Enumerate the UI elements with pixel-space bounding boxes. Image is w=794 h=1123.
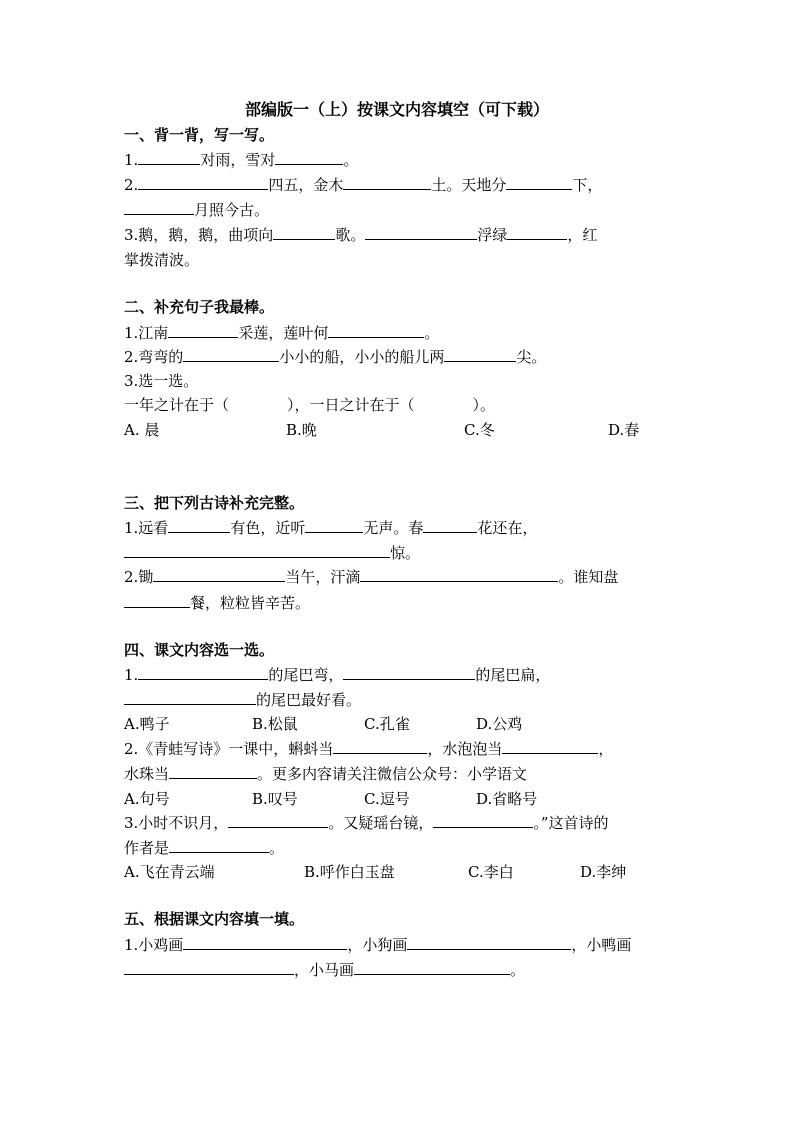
s2-question-3: 3.选一选。 <box>124 372 199 390</box>
s3-question-2-cont <box>124 592 310 614</box>
section-2-heading: 二、补充句子我最棒。 <box>124 298 275 316</box>
option-d[interactable]: D.省略号 <box>476 790 538 808</box>
answer-blank[interactable] <box>124 199 194 215</box>
option-d[interactable]: D.春 <box>608 421 640 439</box>
s5-question-1-cont <box>124 959 525 981</box>
option-c[interactable]: C.李白 <box>468 863 514 881</box>
text: 1.远看 <box>124 519 169 537</box>
answer-blank[interactable] <box>138 664 268 680</box>
text: 花还在， <box>477 519 538 537</box>
text: 采莲，莲叶何 <box>238 324 329 342</box>
section-1-heading: 一、背一背，写一写。 <box>124 126 275 144</box>
option-a[interactable]: A.鸭子 <box>124 715 170 733</box>
text: 1. <box>124 151 139 169</box>
option-c[interactable]: C.孔雀 <box>364 715 410 733</box>
answer-blank[interactable] <box>169 837 269 853</box>
text: 小小的船，小小的船儿两 <box>279 348 445 366</box>
text: ，水泡泡当 <box>427 740 503 758</box>
answer-blank[interactable] <box>273 224 335 240</box>
section-4-heading: 四、课文内容选一选。 <box>124 641 275 659</box>
text: 。 <box>424 324 440 342</box>
s1-question-2 <box>124 174 602 196</box>
text: 四五，金木 <box>268 176 344 194</box>
answer-blank[interactable] <box>506 174 572 190</box>
text: 对雨，雪对 <box>200 151 276 169</box>
answer-blank[interactable] <box>124 689 256 705</box>
answer-blank[interactable] <box>169 763 257 779</box>
text: 。 <box>343 151 359 169</box>
answer-blank[interactable] <box>183 346 279 362</box>
answer-blank[interactable] <box>423 517 477 533</box>
s2-question-2 <box>124 346 546 368</box>
text: 1. <box>124 666 139 684</box>
answer-blank[interactable] <box>305 517 363 533</box>
s1-question-2-cont <box>124 199 269 221</box>
text: 浮绿 <box>477 226 508 244</box>
s4-question-1-cont <box>124 689 361 711</box>
text: 2. <box>124 176 139 194</box>
s4-q3-options <box>124 861 684 883</box>
s4-question-3-cont <box>124 837 284 859</box>
option-a[interactable]: A.句号 <box>124 790 170 808</box>
section-5-heading: 五、根据课文内容填一填。 <box>124 910 305 928</box>
s4-question-2-cont <box>124 763 527 785</box>
option-c[interactable]: C.冬 <box>464 421 495 439</box>
text: 月照今古。 <box>194 201 270 219</box>
answer-blank[interactable] <box>153 566 285 582</box>
answer-blank[interactable] <box>433 812 533 828</box>
text: 作者是 <box>124 839 170 857</box>
text: 2.弯弯的 <box>124 348 184 366</box>
s3-question-1-cont <box>124 542 420 564</box>
s2-question-1 <box>124 322 439 344</box>
text: ，小狗画 <box>347 936 408 954</box>
s5-question-1 <box>124 934 631 956</box>
text: 下， <box>572 176 603 194</box>
text: 的尾巴最好看。 <box>256 691 362 709</box>
text: 尖。 <box>516 348 547 366</box>
text: ， <box>598 740 614 758</box>
s3-question-1 <box>124 517 537 539</box>
text: 。谁知盘 <box>558 568 619 586</box>
option-d[interactable]: D.公鸡 <box>476 715 523 733</box>
answer-blank[interactable] <box>138 174 268 190</box>
s1-question-3 <box>124 224 597 246</box>
answer-blank[interactable] <box>360 566 558 582</box>
answer-blank[interactable] <box>168 517 230 533</box>
answer-blank[interactable] <box>444 346 516 362</box>
answer-blank[interactable] <box>183 934 347 950</box>
answer-blank[interactable] <box>507 224 567 240</box>
answer-blank[interactable] <box>275 149 343 165</box>
page-title: 部编版一（上）按课文内容填空（可下载） <box>244 100 549 119</box>
text: 有色，近听 <box>230 519 306 537</box>
s4-q1-options <box>124 713 664 735</box>
text: 1.江南 <box>124 324 169 342</box>
answer-blank[interactable] <box>365 224 477 240</box>
answer-blank[interactable] <box>228 812 328 828</box>
text: ）。 <box>472 396 496 414</box>
text: 。 <box>269 839 285 857</box>
answer-blank[interactable] <box>168 322 238 338</box>
answer-blank[interactable] <box>124 959 294 975</box>
answer-blank[interactable] <box>343 664 475 680</box>
text: ，红 <box>567 226 598 244</box>
answer-blank[interactable] <box>343 174 431 190</box>
s1-question-3-cont: 掌拨清波。 <box>124 251 200 269</box>
answer-blank[interactable] <box>354 959 510 975</box>
text: 3.小时不识月， <box>124 814 229 832</box>
text: 2.锄 <box>124 568 154 586</box>
text: 2.《青蛙写诗》一课中，蝌蚪当 <box>124 740 334 758</box>
answer-blank[interactable] <box>138 149 200 165</box>
s1-question-1 <box>124 149 358 171</box>
text: 。 <box>510 961 526 979</box>
text: ），一日之计在于（ <box>287 396 415 414</box>
answer-blank[interactable] <box>333 738 427 754</box>
section-3-heading: 三、把下列古诗补充完整。 <box>124 494 305 512</box>
answer-blank[interactable] <box>124 542 390 558</box>
text: 一年之计在于（ <box>124 396 230 414</box>
text: 歌。 <box>335 226 366 244</box>
text: 土。天地分 <box>431 176 507 194</box>
text: 无声。春 <box>363 519 424 537</box>
option-b[interactable]: B.呼作白玉盘 <box>304 863 395 881</box>
option-b[interactable]: B.叹号 <box>252 790 298 808</box>
s4-question-3 <box>124 812 609 834</box>
option-b[interactable]: B.松鼠 <box>252 715 298 733</box>
answer-blank[interactable] <box>124 592 190 608</box>
s2-question-3-prompt <box>124 394 495 416</box>
text: 惊。 <box>390 544 421 562</box>
option-a[interactable]: A.飞在青云端 <box>124 863 215 881</box>
s4-q2-options <box>124 788 664 810</box>
option-b[interactable]: B.晚 <box>286 421 317 439</box>
text: 1.小鸡画 <box>124 936 184 954</box>
option-c[interactable]: C.逗号 <box>364 790 410 808</box>
text: 。更多内容请关注微信公众号：小学语文 <box>257 765 528 783</box>
option-d[interactable]: D.李绅 <box>580 863 627 881</box>
s3-question-2 <box>124 566 618 588</box>
answer-blank[interactable] <box>328 322 424 338</box>
text: 当午，汗滴 <box>285 568 361 586</box>
s4-question-2 <box>124 738 613 760</box>
answer-blank[interactable] <box>407 934 571 950</box>
text: 。又疑瑶台镜， <box>328 814 434 832</box>
text: 的尾巴弯， <box>268 666 344 684</box>
option-a[interactable]: A. 晨 <box>124 421 160 439</box>
answer-blank[interactable] <box>502 738 598 754</box>
text: 3.鹅，鹅，鹅，曲项向 <box>124 226 274 244</box>
s2-options <box>124 419 664 441</box>
text: 。”这首诗的 <box>533 814 609 832</box>
text: ，小鸭画 <box>571 936 632 954</box>
text: 水珠当 <box>124 765 170 783</box>
text: ，小马画 <box>294 961 355 979</box>
s4-question-1 <box>124 664 550 686</box>
text: 的尾巴扁， <box>475 666 551 684</box>
text: 餐，粒粒皆辛苦。 <box>190 594 311 612</box>
